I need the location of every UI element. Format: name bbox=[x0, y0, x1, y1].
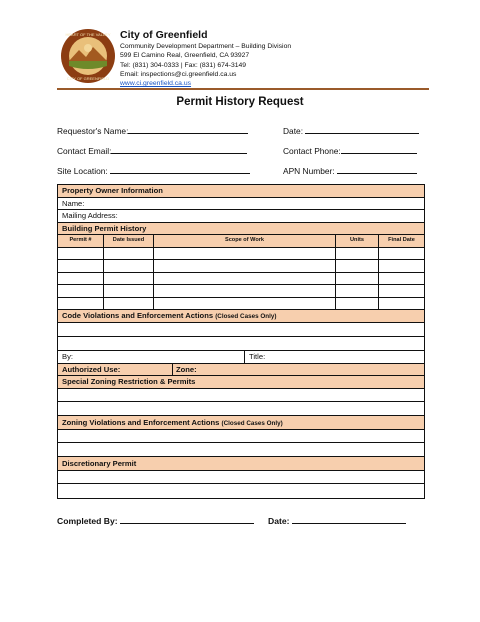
discretionary-row[interactable] bbox=[58, 484, 424, 498]
phone-label: Contact Phone: bbox=[283, 146, 341, 156]
authorized-zone-row bbox=[58, 364, 424, 377]
owner-section-header: Property Owner Information bbox=[58, 185, 424, 198]
date-input[interactable] bbox=[305, 125, 419, 134]
header-divider bbox=[57, 88, 429, 90]
date-label: Date: bbox=[283, 126, 304, 136]
site-input[interactable] bbox=[110, 165, 250, 174]
special-zoning-header: Special Zoning Restriction & Permits bbox=[58, 376, 424, 389]
special-zoning-row[interactable] bbox=[58, 402, 424, 416]
zoning-violations-row[interactable] bbox=[58, 443, 424, 457]
title-cell[interactable]: Title: bbox=[244, 351, 265, 363]
special-zoning-row[interactable] bbox=[58, 389, 424, 402]
code-violations-row[interactable] bbox=[58, 337, 424, 351]
email-field[interactable] bbox=[57, 145, 247, 156]
col-final-date: Final Date bbox=[388, 237, 415, 243]
letterhead bbox=[120, 29, 291, 88]
zone-cell: Zone: bbox=[172, 364, 197, 376]
owner-name-row[interactable]: Name: bbox=[58, 198, 424, 211]
svg-text:HEART OF THE VALLEY: HEART OF THE VALLEY bbox=[65, 32, 111, 37]
permit-section-header: Building Permit History bbox=[58, 223, 424, 236]
city-seal-logo bbox=[60, 28, 116, 84]
completed-by-field[interactable] bbox=[57, 515, 254, 526]
permit-row[interactable] bbox=[58, 285, 424, 298]
department: Community Development Department – Building Division bbox=[120, 43, 292, 50]
requestor-field[interactable] bbox=[57, 125, 248, 136]
permit-row[interactable] bbox=[58, 260, 424, 273]
email: Email: inspections@ci.greenfield.ca.us bbox=[120, 70, 237, 78]
form-title: Permit History Request bbox=[176, 96, 304, 108]
apn-label: APN Number: bbox=[283, 166, 335, 176]
footer-date-field[interactable] bbox=[268, 515, 406, 526]
discretionary-row[interactable] bbox=[58, 471, 424, 484]
permit-row[interactable] bbox=[58, 248, 424, 261]
zoning-violations-header: Zoning Violations and Enforcement Actions (Closed Cases Only) bbox=[58, 416, 424, 430]
permit-columns-header bbox=[58, 235, 424, 248]
date-field[interactable] bbox=[283, 125, 419, 136]
footer-date-label: Date: bbox=[268, 516, 290, 526]
svg-text:CITY OF GREENFIELD: CITY OF GREENFIELD bbox=[66, 76, 110, 81]
code-violations-row[interactable] bbox=[58, 323, 424, 337]
phone-input[interactable] bbox=[341, 145, 417, 154]
email-label: Contact Email: bbox=[57, 146, 112, 156]
mailing-address-row[interactable]: Mailing Address: bbox=[58, 210, 424, 223]
permit-row[interactable] bbox=[58, 273, 424, 286]
zoning-violations-row[interactable] bbox=[58, 430, 424, 443]
apn-input[interactable] bbox=[337, 165, 417, 174]
email-input[interactable] bbox=[111, 145, 247, 154]
col-units: Units bbox=[336, 235, 379, 247]
requestor-input[interactable] bbox=[128, 125, 248, 134]
completed-by-input[interactable] bbox=[120, 515, 254, 524]
permit-history-table bbox=[57, 184, 425, 499]
col-permit-number: Permit # bbox=[58, 235, 104, 247]
code-violations-header: Code Violations and Enforcement Actions (Closed Cases Only) bbox=[58, 310, 424, 323]
requestor-label: Requestor's Name: bbox=[57, 126, 129, 136]
authorized-use-label: Authorized Use: bbox=[62, 364, 121, 374]
permit-row[interactable] bbox=[58, 298, 424, 311]
website-link[interactable]: www.ci.greenfield.ca.us bbox=[120, 80, 192, 88]
city-name: City of Greenfield bbox=[120, 29, 208, 41]
discretionary-header: Discretionary Permit bbox=[58, 457, 424, 471]
apn-field[interactable] bbox=[283, 165, 417, 176]
completed-by-label: Completed By: bbox=[57, 516, 118, 526]
col-scope-of-work: Scope of Work bbox=[154, 235, 336, 247]
footer-date-input[interactable] bbox=[292, 515, 406, 524]
by-title-row[interactable] bbox=[58, 351, 424, 364]
site-label: Site Location: bbox=[57, 166, 108, 176]
by-label: By: bbox=[62, 352, 73, 361]
col-date-issued: Date Issued bbox=[104, 235, 154, 247]
phone-field[interactable] bbox=[283, 145, 417, 156]
phone-fax: Tel: (831) 304-0333 | Fax: (831) 674-3149 bbox=[120, 61, 247, 69]
site-field[interactable] bbox=[57, 165, 250, 176]
address: 599 El Camino Real, Greenfield, CA 93927 bbox=[120, 52, 250, 60]
